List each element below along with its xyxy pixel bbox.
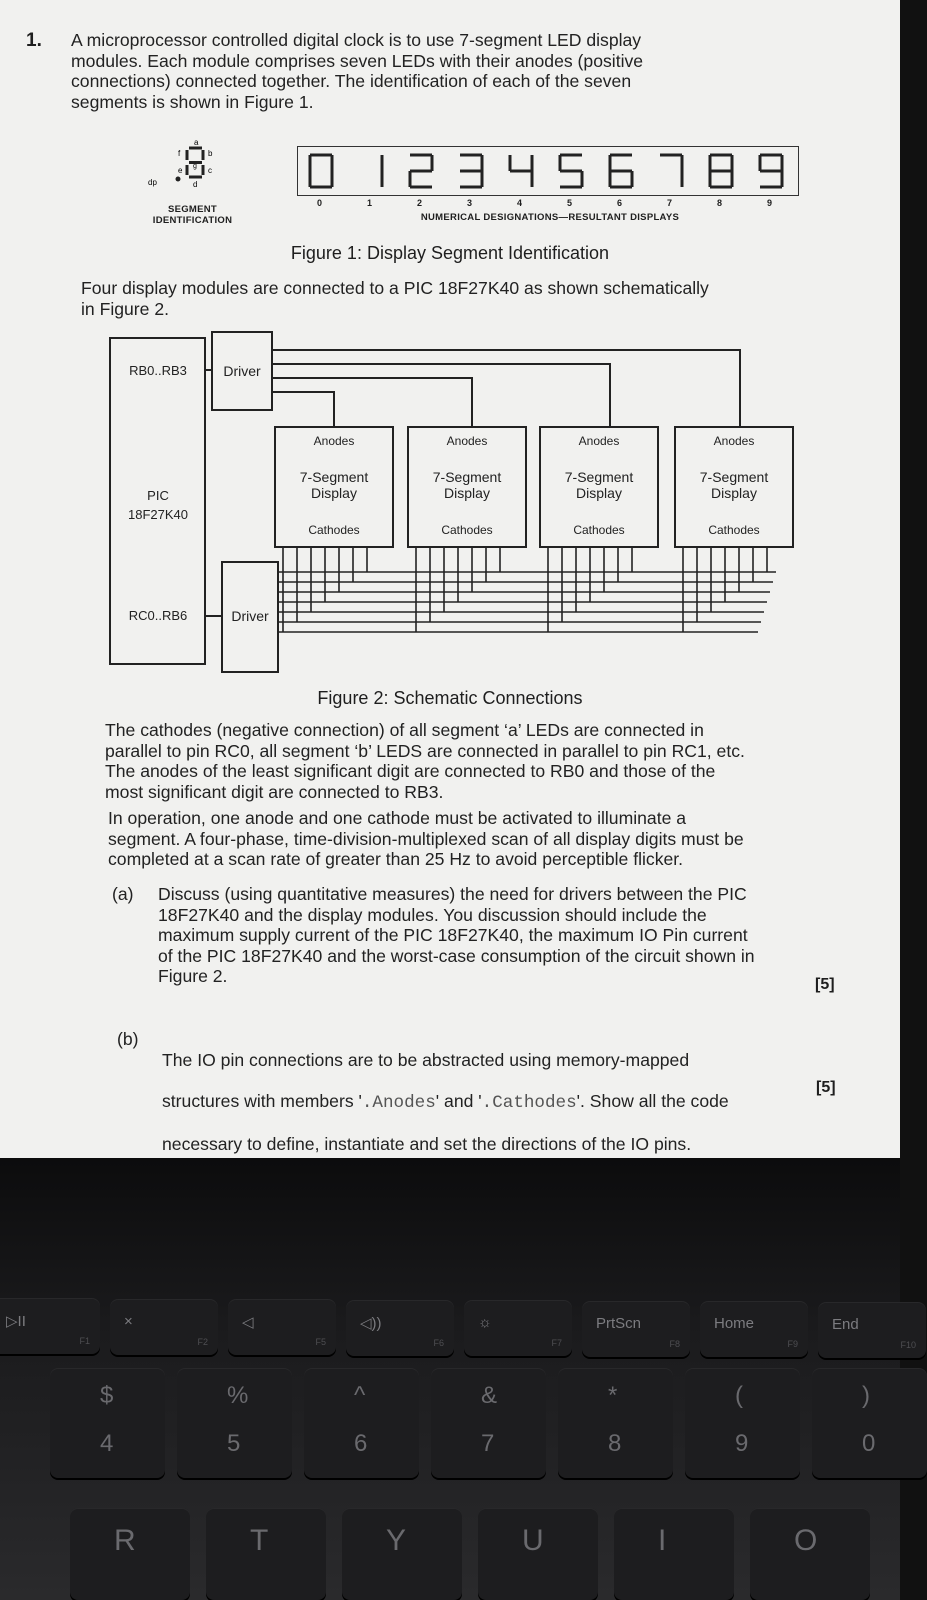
- key-r[interactable]: [70, 1508, 190, 1600]
- pic-label-1: PIC: [147, 488, 169, 503]
- key-fn-label: F9: [787, 1339, 798, 1349]
- key-icon: End: [832, 1315, 859, 1333]
- seg-letter-e: e: [178, 166, 183, 175]
- part-a-marks: [5]: [815, 976, 835, 993]
- key-icon: ◁: [242, 1314, 254, 1331]
- key-f2[interactable]: [110, 1299, 218, 1355]
- key-digit: 8: [608, 1430, 622, 1457]
- key-digit: 5: [227, 1430, 241, 1457]
- key-f9[interactable]: [700, 1301, 808, 1357]
- digit-number-2: 2: [417, 198, 423, 208]
- part-a-text: Discuss (using quantitative measures) the need for drivers between the PIC 18F27K40 and the display modules. You discussion should include the maximum supply current of the PIC 18F27K40, the maximum IO Pin current of the PIC 18F27K40 and the worst-case consumption of the circuit shown in Figure 2.: [158, 884, 755, 986]
- digit-number-3: 3: [467, 198, 473, 208]
- key-shift-symbol: ^: [354, 1382, 366, 1409]
- module-4-seven-segment-label: 7-Segment: [699, 469, 769, 485]
- key-digit: 0: [862, 1430, 876, 1457]
- digit-number-5: 5: [567, 198, 573, 208]
- seg-letter-c: c: [208, 166, 212, 175]
- digit-display-9: [760, 155, 782, 187]
- key-icon: PrtScn: [596, 1314, 642, 1332]
- seg-letter-b: b: [208, 149, 213, 158]
- key-f5[interactable]: [228, 1299, 336, 1355]
- operation-description: In operation, one anode and one cathode must be activated to illuminate a segment. A four-phase, time-division-multiplexed scan of all display digits must be completed at a scan rate of greater than 25 Hz to avoid perceptible flicker.: [108, 808, 744, 869]
- digit-number-0: 0: [317, 198, 323, 208]
- key-icon: ×: [124, 1312, 133, 1330]
- module-2-cathodes-label: Cathodes: [441, 523, 493, 537]
- module-3-display-label: Display: [576, 485, 622, 501]
- part-a-label: (a): [112, 884, 134, 904]
- key-shift-symbol: ): [862, 1382, 870, 1409]
- figure1-caption: Figure 1: Display Segment Identification: [290, 243, 610, 263]
- key-digit: 9: [735, 1430, 749, 1457]
- key-shift-symbol: %: [227, 1382, 249, 1409]
- key-fn-label: F7: [551, 1338, 562, 1348]
- module-4-cathodes-label: Cathodes: [708, 523, 760, 537]
- digit-numbers: [297, 198, 797, 210]
- key-letter: O: [794, 1524, 818, 1557]
- key-9[interactable]: [685, 1368, 800, 1478]
- laptop-keyboard: [0, 1158, 916, 1600]
- seg-letter-d: d: [193, 180, 198, 189]
- key-f6[interactable]: [346, 1300, 454, 1356]
- key-fn-label: F10: [900, 1339, 916, 1350]
- module-3-cathodes-label: Cathodes: [573, 523, 625, 537]
- figure2-intro: Four display modules are connected to a PIC 18F27K40 as shown schematically in Figure 2.: [81, 278, 709, 319]
- key-letter: U: [522, 1524, 544, 1557]
- module-3-anodes-label: Anodes: [578, 434, 620, 448]
- part-b-line-3: necessary to define, instantiate and set the directions of the IO pins.: [162, 1133, 692, 1154]
- key-shift-symbol: $: [100, 1382, 114, 1409]
- key-y[interactable]: [342, 1508, 462, 1600]
- key-icon: Home: [714, 1315, 755, 1332]
- key-f1[interactable]: [0, 1298, 100, 1354]
- key-fn-label: F2: [197, 1336, 208, 1347]
- member-cathodes: .Cathodes: [481, 1092, 577, 1113]
- segment-identification-figure: [140, 138, 250, 198]
- part-b-text: The IO pin connections are to be abstracted using memory-mapped structures with members '.Anodes' and '.Cathodes'. Show all the code necessary to define, instantiate and set the directions of the IO pins.: [162, 1049, 729, 1154]
- schematic-figure: [100, 330, 800, 690]
- question-number: 1.: [26, 30, 42, 51]
- part-b-marks: [5]: [816, 1079, 836, 1096]
- digit-number-8: 8: [717, 198, 723, 208]
- key-digit: 7: [481, 1430, 495, 1457]
- module-4-display-label: Display: [711, 485, 757, 501]
- figure2-caption: Figure 2: Schematic Connections: [317, 688, 583, 708]
- module-2-anodes-label: Anodes: [446, 434, 488, 448]
- digit-displays: [298, 147, 798, 195]
- module-2-seven-segment-label: 7-Segment: [432, 469, 502, 485]
- segment-identification-label: SEGMENT IDENTIFICATION: [152, 204, 233, 226]
- key-shift-symbol: (: [735, 1382, 743, 1409]
- module-4-anodes-label: Anodes: [713, 434, 755, 448]
- part-b-line-1: The IO pin connections are to be abstracted using memory-mapped: [162, 1049, 690, 1070]
- digit-displays-strip: [297, 146, 799, 196]
- key-t[interactable]: [206, 1508, 326, 1600]
- cathode-driver-label: Driver: [231, 608, 269, 624]
- key-f8[interactable]: [582, 1301, 690, 1357]
- seg-letter-f: f: [178, 149, 181, 158]
- question-intro: A microprocessor controlled digital clock is to use 7-segment LED display modules. Each module comprises seven LEDs with their anodes (positive connections) connected together. The identification of each of the seven segments is shown in Figure 1.: [71, 30, 644, 112]
- digit-display-5: [560, 155, 582, 187]
- key-letter: T: [250, 1524, 269, 1557]
- cathode-description: The cathodes (negative connection) of all segment ‘a’ LEDs are connected in parallel to pin RC0, all segment ‘b’ LEDS are connected in parallel to pin RC1, etc. The anodes of the least significant digit are connected to RB0 and those of the most significant digit are connected to RB3.: [105, 720, 745, 802]
- module-1-cathodes-label: Cathodes: [308, 523, 360, 537]
- key-digit: 4: [100, 1430, 114, 1457]
- key-i[interactable]: [614, 1508, 734, 1600]
- key-fn-label: F5: [315, 1337, 326, 1347]
- member-anodes: .Anodes: [361, 1092, 436, 1113]
- digit-number-1: 1: [367, 198, 373, 208]
- pic-label-2: 18F27K40: [128, 507, 188, 522]
- key-fn-label: F6: [433, 1337, 444, 1348]
- digit-display-2: [410, 155, 432, 187]
- key-icon: ◁)): [360, 1314, 382, 1332]
- module-2-display-label: Display: [444, 485, 490, 501]
- digit-display-3: [460, 155, 482, 187]
- digits-label: NUMERICAL DESIGNATIONS—RESULTANT DISPLAYS: [420, 212, 680, 223]
- key-5[interactable]: [177, 1368, 292, 1478]
- module-1-anodes-label: Anodes: [313, 434, 355, 448]
- seg-letter-dp: dp: [148, 178, 157, 187]
- key-7[interactable]: [431, 1368, 546, 1478]
- key-f7[interactable]: [464, 1300, 572, 1356]
- key-8[interactable]: [558, 1368, 673, 1478]
- key-fn-label: F8: [669, 1338, 680, 1349]
- port-c-label: RC0..RB6: [128, 608, 188, 623]
- key-shift-symbol: &: [481, 1382, 498, 1409]
- key-letter: R: [114, 1524, 136, 1557]
- port-b-label: RB0..RB3: [129, 363, 187, 378]
- key-letter: I: [658, 1524, 667, 1557]
- digit-number-4: 4: [517, 198, 523, 208]
- module-3-seven-segment-label: 7-Segment: [564, 469, 634, 485]
- schematic-diagram: [100, 330, 800, 690]
- digit-number-6: 6: [617, 198, 623, 208]
- key-f10[interactable]: [818, 1302, 926, 1358]
- digit-display-4: [510, 155, 532, 187]
- segment-diagram: [140, 138, 250, 198]
- module-1-seven-segment-label: 7-Segment: [299, 469, 369, 485]
- digit-display-6: [610, 155, 632, 187]
- key-fn-label: F1: [79, 1336, 90, 1346]
- key-0[interactable]: [812, 1368, 927, 1478]
- key-letter: Y: [386, 1524, 407, 1557]
- digit-display-0: [310, 155, 332, 187]
- part-b-label: (b): [117, 1029, 139, 1049]
- digit-display-8: [710, 155, 732, 187]
- key-digit: 6: [354, 1430, 368, 1457]
- anode-driver-label: Driver: [223, 363, 261, 379]
- digit-display-7: [660, 155, 682, 187]
- key-o[interactable]: [750, 1508, 870, 1600]
- module-1-display-label: Display: [311, 485, 357, 501]
- digit-number-9: 9: [767, 198, 773, 208]
- seg-letter-g: g: [193, 163, 197, 170]
- key-shift-symbol: *: [608, 1382, 618, 1409]
- digit-number-7: 7: [667, 198, 673, 208]
- key-u[interactable]: [478, 1508, 598, 1600]
- key-4[interactable]: [50, 1368, 165, 1478]
- key-icon: ☼: [478, 1314, 492, 1331]
- seg-letter-a: a: [194, 138, 199, 147]
- key-6[interactable]: [304, 1368, 419, 1478]
- key-icon: ▷II: [6, 1313, 26, 1330]
